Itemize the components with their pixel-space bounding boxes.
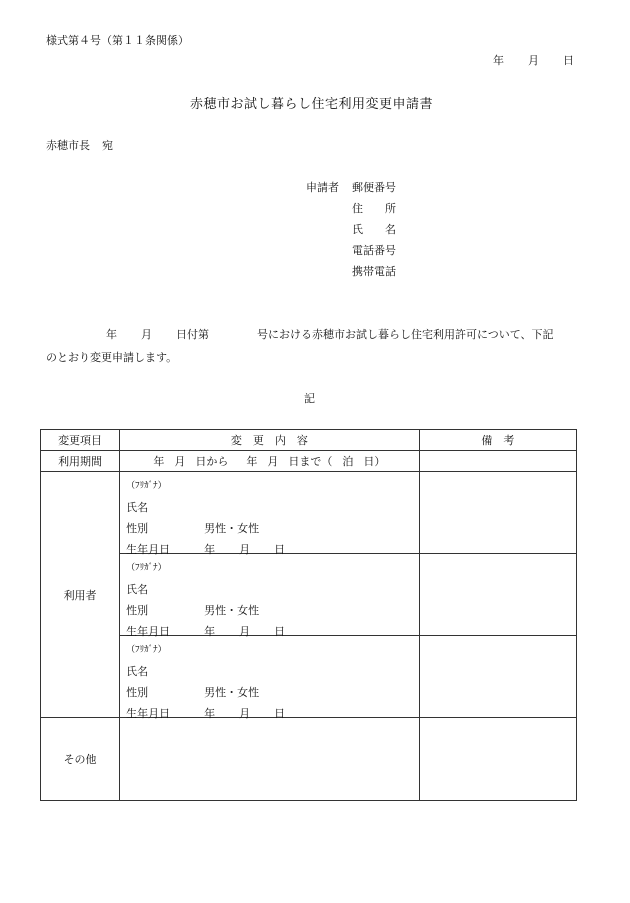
birth-year: 年 — [204, 543, 216, 556]
body-dayref: 日付第 — [176, 328, 209, 341]
body-line-1 — [106, 326, 554, 342]
other-content[interactable] — [120, 718, 420, 801]
date-year: 年 — [493, 54, 504, 67]
date-month: 月 — [528, 54, 539, 67]
period-part: 泊 — [342, 455, 354, 468]
period-label: 利用期間 — [41, 451, 120, 472]
ki-heading: 記 — [304, 392, 315, 405]
gender-line — [126, 682, 419, 703]
gender-label: 性別 — [126, 604, 149, 617]
applicant-address-label: 住 所 — [352, 202, 396, 215]
birth-day: 日 — [274, 543, 286, 556]
table-header-row — [41, 430, 577, 451]
applicant-name-label: 氏 名 — [352, 223, 396, 236]
birth-month: 月 — [239, 707, 251, 720]
period-part: 日から — [195, 455, 229, 468]
furigana-label: （ﾌﾘｶﾞﾅ） — [126, 563, 167, 573]
user-row — [41, 472, 577, 554]
addressee-honorific: 宛 — [102, 139, 113, 152]
body-line-2: のとおり変更申請します。 — [46, 351, 178, 364]
period-part: 日） — [363, 455, 386, 468]
user-row — [41, 636, 577, 718]
period-part: 年 — [153, 455, 165, 468]
body-month: 月 — [141, 328, 152, 341]
birth-month: 月 — [239, 543, 251, 556]
furigana-label: （ﾌﾘｶﾞﾅ） — [126, 481, 167, 491]
header-remarks: 備 考 — [419, 430, 576, 451]
document-title: 赤穂市お試し暮らし住宅利用変更申請書 — [190, 97, 434, 112]
birth-year: 年 — [204, 707, 216, 720]
date-line — [493, 52, 574, 68]
user-remarks[interactable] — [419, 472, 576, 554]
form-number: 様式第４号（第１１条関係） — [46, 34, 189, 47]
user-entry[interactable] — [120, 472, 420, 554]
header-change-item: 変更項目 — [41, 430, 120, 451]
period-row — [41, 451, 577, 472]
period-field[interactable] — [120, 451, 420, 472]
applicant-label: 申請者 — [306, 181, 339, 194]
birth-month: 月 — [239, 625, 251, 638]
applicant-phone-label: 電話番号 — [352, 244, 396, 257]
user-entry[interactable] — [120, 554, 420, 636]
birth-day: 日 — [274, 707, 286, 720]
user-entry[interactable] — [120, 636, 420, 718]
user-name-label: 氏名 — [126, 501, 149, 514]
user-name-label: 氏名 — [126, 583, 149, 596]
gender-line — [126, 518, 419, 539]
user-row — [41, 554, 577, 636]
applicant-mobile-label: 携帯電話 — [352, 265, 396, 278]
user-remarks[interactable] — [419, 636, 576, 718]
gender-label: 性別 — [126, 522, 149, 535]
gender-options: 男性・女性 — [204, 604, 260, 617]
birthdate-label: 生年月日 — [126, 625, 171, 638]
user-name-label: 氏名 — [126, 665, 149, 678]
birth-day: 日 — [274, 625, 286, 638]
header-change-content: 変 更 内 容 — [120, 430, 420, 451]
period-part: 年 — [246, 455, 258, 468]
other-remarks[interactable] — [419, 718, 576, 801]
furigana-label: （ﾌﾘｶﾞﾅ） — [126, 645, 167, 655]
gender-label: 性別 — [126, 686, 149, 699]
body-year: 年 — [106, 328, 117, 341]
body-rest: 号における赤穂市お試し暮らし住宅利用許可について、下記 — [257, 328, 554, 341]
birthdate-label: 生年月日 — [126, 707, 171, 720]
birth-year: 年 — [204, 625, 216, 638]
period-remarks[interactable] — [419, 451, 576, 472]
user-remarks[interactable] — [419, 554, 576, 636]
gender-options: 男性・女性 — [204, 686, 260, 699]
period-part: 月 — [174, 455, 186, 468]
applicant-postal-label: 郵便番号 — [352, 181, 396, 194]
addressee-name: 赤穂市長 — [46, 139, 90, 152]
addressee — [46, 137, 113, 153]
date-day: 日 — [563, 54, 574, 67]
birthdate-label: 生年月日 — [126, 543, 171, 556]
period-part: 月 — [267, 455, 279, 468]
gender-options: 男性・女性 — [204, 522, 260, 535]
gender-line — [126, 600, 419, 621]
other-label: その他 — [41, 718, 120, 801]
period-part: 日まで（ — [288, 455, 333, 468]
other-row — [41, 718, 577, 801]
change-request-table — [40, 429, 577, 801]
user-label: 利用者 — [41, 472, 120, 718]
